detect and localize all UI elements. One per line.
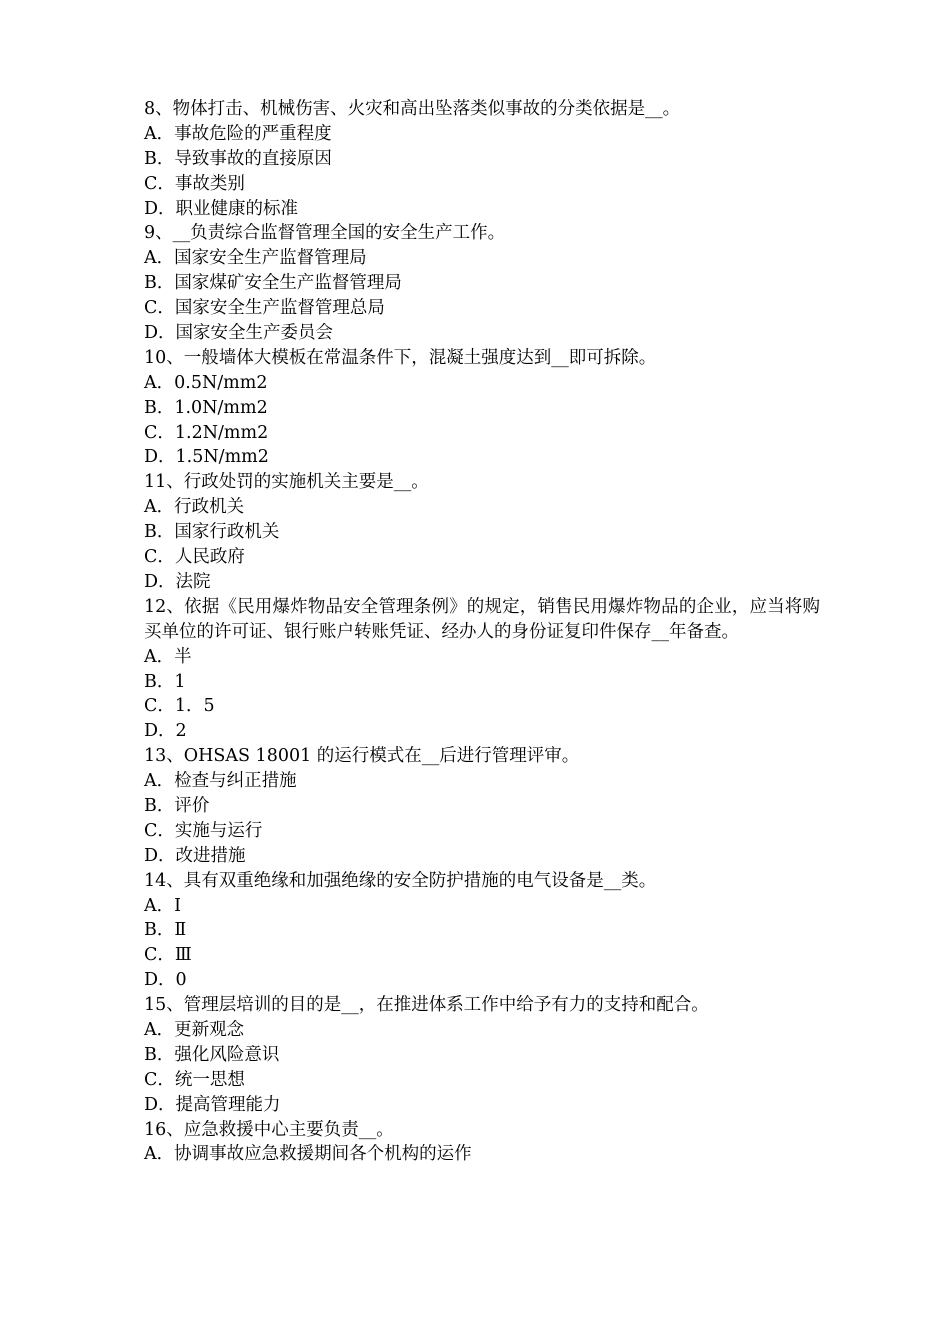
option-a: A．事故危险的严重程度 <box>144 123 332 144</box>
option-c: C．国家安全生产监督管理总局 <box>144 298 385 319</box>
option-d: D．1.5N/mm2 <box>144 447 269 468</box>
option-c: C．1．5 <box>144 696 215 717</box>
option-c: C．1.2N/mm2 <box>144 422 269 443</box>
question-stem: 10、一般墙体大模板在常温条件下，混凝土强度达到__即可拆除。 <box>144 347 657 368</box>
question-stem: 8、物体打击、机械伤害、火灾和高出坠落类似事故的分类依据是__。 <box>144 99 681 119</box>
option-a: A．Ⅰ <box>144 895 182 916</box>
question-12 <box>144 595 824 744</box>
question-10 <box>144 346 824 470</box>
option-b: B．强化风险意识 <box>144 1044 280 1065</box>
option-d: D．提高管理能力 <box>144 1094 281 1115</box>
option-d: D．职业健康的标准 <box>144 198 299 219</box>
option-a: A．国家安全生产监督管理局 <box>144 248 367 269</box>
option-a: A．协调事故应急救援期间各个机构的运作 <box>144 1144 472 1165</box>
option-c: C．实施与运行 <box>144 820 263 841</box>
option-d: D．改进措施 <box>144 845 246 866</box>
question-14 <box>144 869 824 993</box>
question-stem: 13、OHSAS 18001 的运行模式在__后进行管理评审。 <box>144 746 580 767</box>
question-16 <box>144 1118 824 1168</box>
option-b: B．导致事故的直接原因 <box>144 148 332 169</box>
question-9 <box>144 221 824 345</box>
option-d: D．法院 <box>144 571 211 592</box>
option-c: C．人民政府 <box>144 547 245 568</box>
question-stem: 15、管理层培训的目的是__，在推进体系工作中给予有力的支持和配合。 <box>144 995 709 1016</box>
option-a: A．行政机关 <box>144 497 245 518</box>
question-stem: 14、具有双重绝缘和加强绝缘的安全防护措施的电气设备是__类。 <box>144 870 657 891</box>
question-stem: 11、行政处罚的实施机关主要是__。 <box>144 472 429 493</box>
option-b: B．Ⅱ <box>144 920 187 941</box>
question-13 <box>144 744 824 868</box>
option-c: C．事故类别 <box>144 173 245 194</box>
document-page <box>144 97 824 1167</box>
option-a: A．半 <box>144 646 192 667</box>
option-b: B．评价 <box>144 795 210 816</box>
question-11 <box>144 470 824 594</box>
question-8 <box>144 97 824 221</box>
question-stem: 9、__负责综合监督管理全国的安全生产工作。 <box>144 223 506 244</box>
option-d: D．0 <box>144 970 187 991</box>
option-b: B．国家行政机关 <box>144 522 280 543</box>
option-b: B．国家煤矿安全生产监督管理局 <box>144 273 402 294</box>
option-a: A．检查与纠正措施 <box>144 771 297 792</box>
option-d: D．2 <box>144 721 187 742</box>
option-a: A．更新观念 <box>144 1019 245 1040</box>
option-d: D．国家安全生产委员会 <box>144 323 334 344</box>
question-stem: 16、应急救援中心主要负责__。 <box>144 1119 394 1140</box>
option-c: C．统一思想 <box>144 1069 245 1090</box>
question-15 <box>144 993 824 1117</box>
option-b: B．1.0N/mm2 <box>144 397 268 418</box>
option-c: C．Ⅲ <box>144 945 192 966</box>
option-b: B．1 <box>144 671 186 692</box>
question-stem: 12、依据《民用爆炸物品安全管理条例》的规定，销售民用爆炸物品的企业，应当将购买单位的许可证、银行账户转账凭证、经办人的身份证复印件保存__年备查。 <box>144 596 820 642</box>
option-a: A．0.5N/mm2 <box>144 372 268 393</box>
